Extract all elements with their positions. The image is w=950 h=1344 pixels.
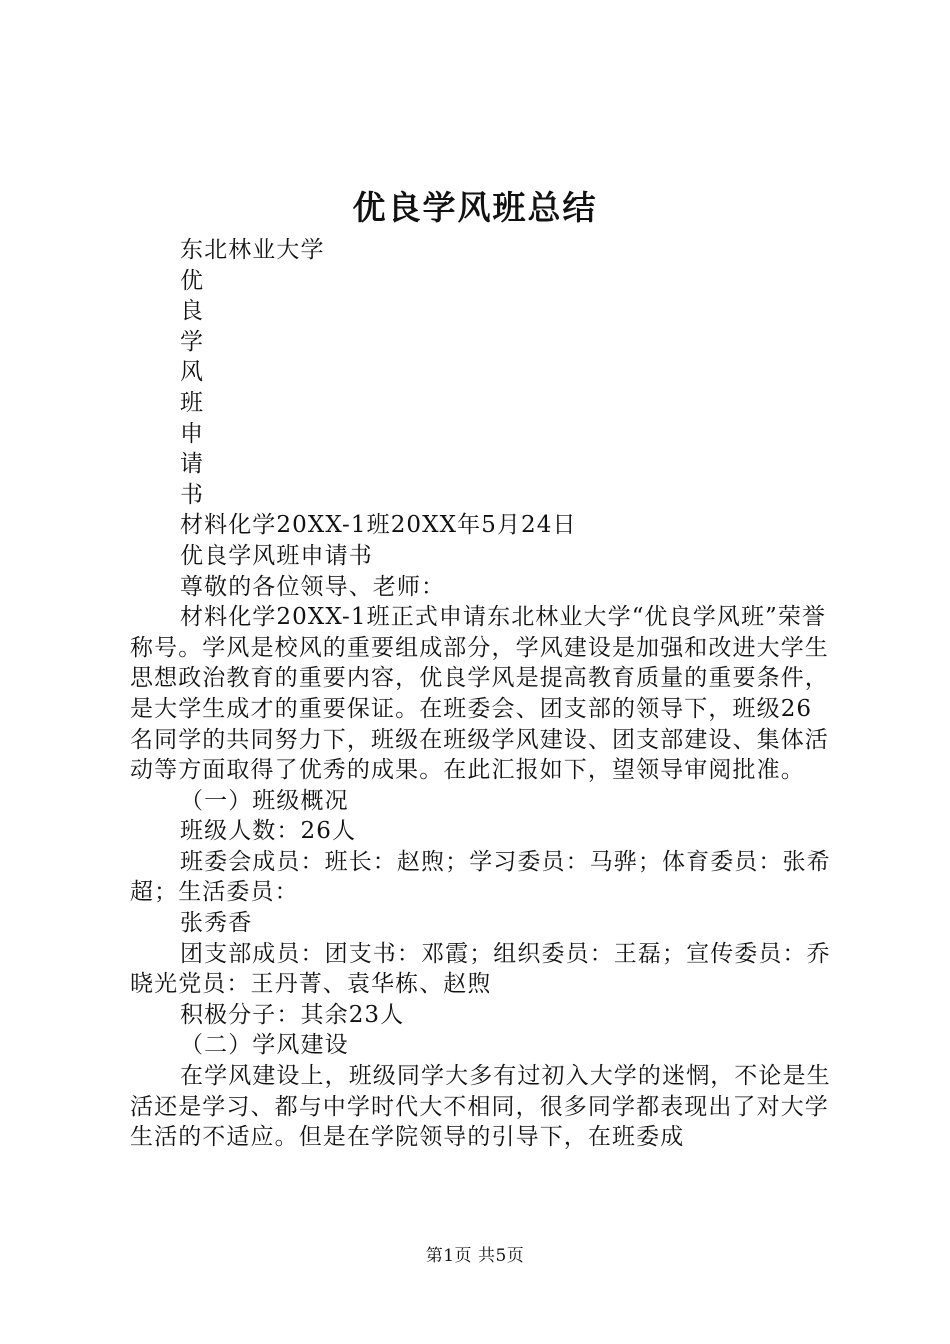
class-and-date: 材料化学20XX-1班20XX年5月24日 xyxy=(180,512,577,539)
university-name: 东北林业大学 xyxy=(180,237,325,263)
vertical-char: 申 xyxy=(180,420,205,447)
page-number: 第1页 共5页 xyxy=(425,1246,525,1266)
section-heading: （一）班级概况 xyxy=(180,787,349,814)
salutation: 尊敬的各位领导、老师： xyxy=(180,573,446,600)
league-members: 团支部成员：团支书：邓霞；组织委员：王磊；宣传委员：乔晓光党员：王丹菁、袁华栋、赵煦 xyxy=(130,940,831,998)
intro-paragraph: 材料化学20XX-1班正式申请东北林业大学“优良学风班”荣誉称号。学风是校风的重要组成部分，学风建设是加强和改进大学生思想政治教育的重要内容，优良学风是提高教育质量的重要条件，是大学生成才的重要保证。在班委会、团支部的领导下，班级26名同学的共同努力下，班级在班级学风建设、团支部建设、集体活动等方面取得了优秀的成果。在此汇报如下，望领导审阅批准。 xyxy=(130,604,829,784)
committee-members-cont: 张秀香 xyxy=(180,910,253,937)
document-title: 优良学风班总结 xyxy=(352,188,598,227)
study-paragraph: 在学风建设上，班级同学大多有过初入大学的迷惘，不论是生活还是学习、都与中学时代大不相同，很多同学都表现出了对大学生活的不适应。但是在学院领导的引导下，在班委成 xyxy=(130,1063,831,1151)
vertical-char: 学 xyxy=(180,328,205,355)
vertical-char: 风 xyxy=(180,359,205,386)
vertical-char: 优 xyxy=(180,267,205,294)
vertical-char: 班 xyxy=(180,389,205,416)
document-body xyxy=(130,235,835,1153)
vertical-char: 良 xyxy=(180,298,205,325)
section-heading: （二）学风建设 xyxy=(180,1032,349,1059)
vertical-char: 书 xyxy=(180,481,205,508)
vertical-char: 请 xyxy=(180,451,205,478)
committee-members: 班委会成员：班长：赵煦；学习委员：马骅；体育委员：张希超；生活委员： xyxy=(130,848,831,906)
class-size: 班级人数：26人 xyxy=(180,818,357,845)
application-heading: 优良学风班申请书 xyxy=(180,542,373,569)
activists: 积极分子：其余23人 xyxy=(180,1001,405,1028)
